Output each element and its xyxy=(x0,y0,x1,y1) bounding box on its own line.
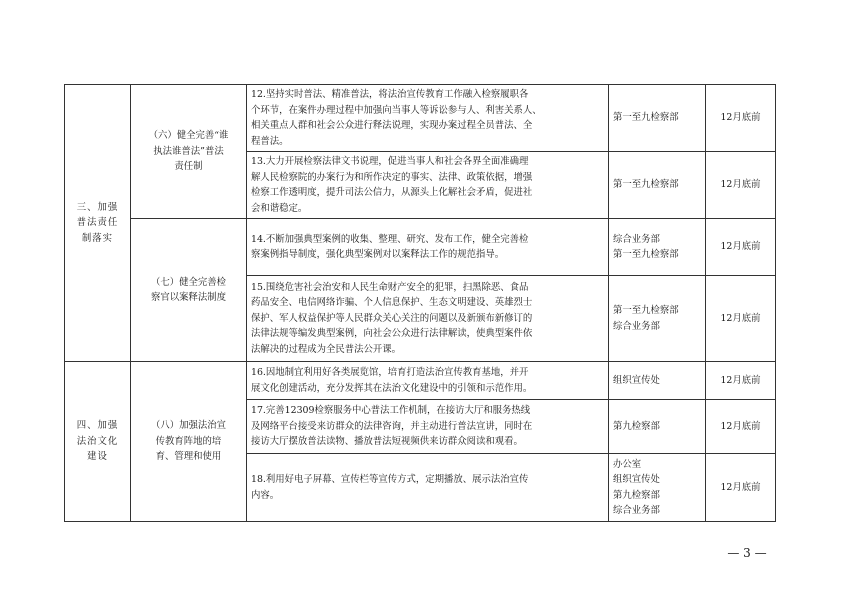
table-row xyxy=(65,362,776,400)
item-cell: 14.不断加强典型案例的收集、整理、研究、发布工作，健全完善检 察案例指导制度，强化典型案例对以案释法工作的规范指导。 xyxy=(247,219,609,276)
section-heading: 四、加强 法治文化 建设 xyxy=(65,362,131,522)
item-cell: 12.坚持实时普法、精准普法，将法治宣传教育工作融入检察履职各 个环节，在案件办理过程中加强向当事人等诉讼参与人、利害关系人、 相关重点人群和社会公众进行释法说理，实现办案过程全员普法、全 程普法。 xyxy=(247,85,609,152)
dept-cell: 第一至九检察部 xyxy=(609,152,706,219)
section-heading: 三、加强 普法责任 制落实 xyxy=(65,85,131,362)
measure-cell: （八）加强法治宣 传教育阵地的培 育、管理和使用 xyxy=(131,362,247,522)
plan-table xyxy=(64,84,776,522)
dept-cell: 第一至九检察部 xyxy=(609,85,706,152)
measure-cell: （七）健全完善检 察官以案释法制度 xyxy=(131,219,247,362)
deadline-cell: 12月底前 xyxy=(706,219,776,276)
deadline-cell: 12月底前 xyxy=(706,362,776,400)
deadline-cell: 12月底前 xyxy=(706,400,776,454)
deadline-cell: 12月底前 xyxy=(706,276,776,362)
page-number: — 3 — xyxy=(727,546,767,560)
table-row xyxy=(65,85,776,152)
dept-cell: 办公室 组织宣传处 第九检察部 综合业务部 xyxy=(609,454,706,522)
item-cell: 16.因地制宜利用好各类展览馆，培育打造法治宣传教育基地，并开 展文化创建活动，充分发挥其在法治文化建设中的引领和示范作用。 xyxy=(247,362,609,400)
item-cell: 17.完善12309检察服务中心普法工作机制，在接访大厅和服务热线 及网络平台接受来访群众的法律咨询，并主动进行普法宣讲，同时在 接访大厅摆放普法读物、播放普法短视频供来访群众阅读和观看。 xyxy=(247,400,609,454)
deadline-cell: 12月底前 xyxy=(706,454,776,522)
deadline-cell: 12月底前 xyxy=(706,85,776,152)
item-cell: 18.利用好电子屏幕、宣传栏等宣传方式，定期播放、展示法治宣传 内容。 xyxy=(247,454,609,522)
table-row xyxy=(65,219,776,276)
dept-cell: 第一至九检察部 综合业务部 xyxy=(609,276,706,362)
dept-cell: 第九检察部 xyxy=(609,400,706,454)
deadline-cell: 12月底前 xyxy=(706,152,776,219)
item-cell: 13.大力开展检察法律文书说理，促进当事人和社会各界全面准确理 解人民检察院的办案行为和所作决定的事实、法律、政策依据，增强 检察工作透明度，提升司法公信力，从源头上化解社会矛盾，促进社 会和谐稳定。 xyxy=(247,152,609,219)
dept-cell: 综合业务部 第一至九检察部 xyxy=(609,219,706,276)
item-cell: 15.围绕危害社会治安和人民生命财产安全的犯罪，扫黑除恶、食品 药品安全、电信网络诈骗、个人信息保护、生态文明建设、英雄烈士 保护、军人权益保护等人民群众关心关注的问题以及新颁布新修订的 法律法规等编发典型案例，向社会公众进行法律解读，使典型案件依 法解决的过程成为全民普法公开课。 xyxy=(247,276,609,362)
measure-cell: （六）健全完善“谁 执法谁普法”普法 责任制 xyxy=(131,85,247,219)
dept-cell: 组织宣传处 xyxy=(609,362,706,400)
